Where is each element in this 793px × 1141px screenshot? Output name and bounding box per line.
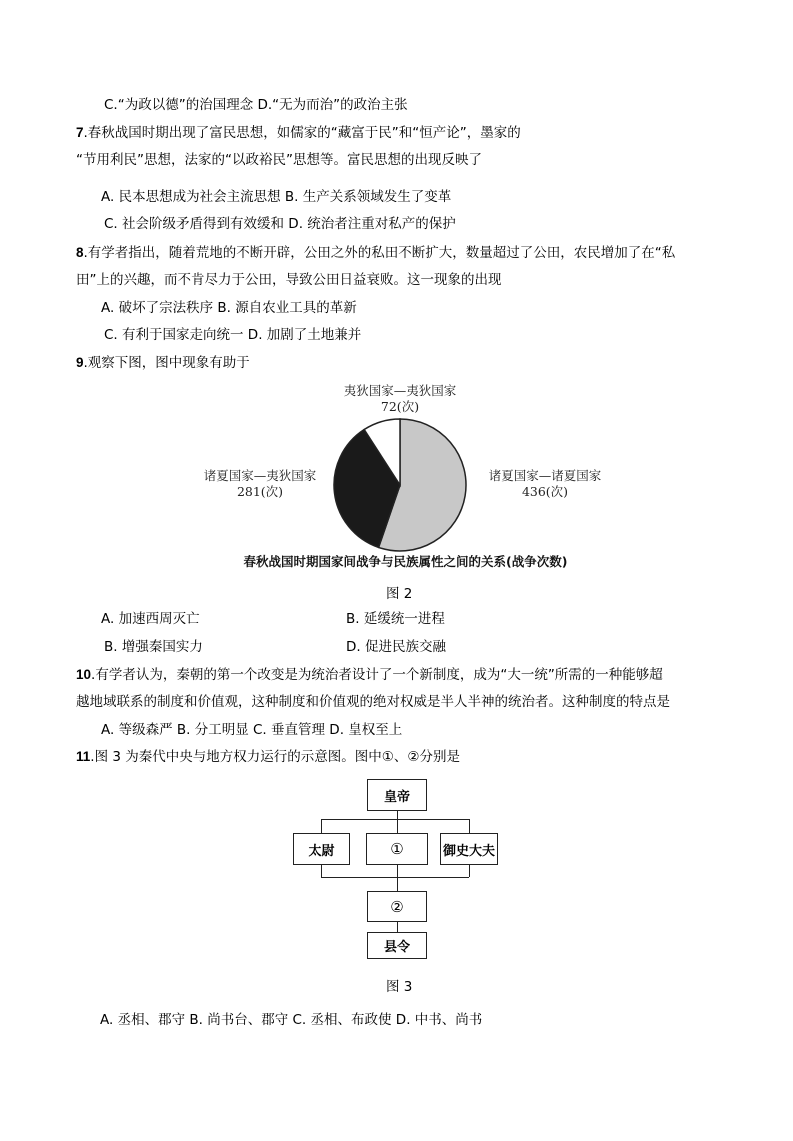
figure-2-label: 图 2: [386, 586, 413, 602]
connector-to-county: [397, 922, 398, 932]
connector-middle-down: [397, 819, 398, 833]
pie-chart-title: 春秋战国时期国家间战争与民族属性之间的关系(战争次数): [243, 554, 568, 569]
org-box-emperor: 皇帝: [367, 779, 427, 811]
pie-label-zhuxia-zhuxia: [465, 468, 625, 500]
pie-chart: [320, 405, 480, 565]
connector-right-up: [469, 865, 470, 877]
q9-option-b: B. 延缓统一进程: [346, 611, 445, 627]
q9-option-a: A. 加速西周灭亡: [101, 611, 200, 627]
q9-stem: [76, 354, 250, 372]
q11-stem-text: .图 3 为秦代中央与地方权力运行的示意图。图中①、②分别是: [90, 749, 460, 765]
pie-label-zhuxia-zhuxia-name: 诸夏国家—诸夏国家: [488, 468, 602, 483]
q10-number: 10: [76, 667, 92, 682]
org-box-county-magistrate: 县令: [367, 932, 427, 959]
q9-option-d: D. 促进民族交融: [346, 639, 446, 655]
q8-stem-text-1: .有学者指出，随着荒地的不断开辟，公田之外的私田不断扩大，数量超过了公田，农民增加了在“私: [83, 245, 676, 261]
q7-options-ab: A. 民本思想成为社会主流思想 B. 生产关系领域发生了变革: [101, 189, 452, 205]
connector-left-down: [321, 819, 322, 833]
connector-to-2: [397, 877, 398, 891]
pie-label-yidi-yidi-value: 72(次): [380, 399, 420, 414]
org-box-yushidafu: 御史大夫: [440, 833, 498, 865]
connector-left-up: [321, 865, 322, 877]
org-box-1: ①: [366, 833, 428, 865]
connector-horizontal-bottom: [321, 877, 469, 878]
connector-middle-up: [397, 865, 398, 877]
pie-label-zhuxia-zhuxia-value: 436(次): [521, 484, 569, 499]
connector-top: [397, 811, 398, 819]
org-box-taiwei: 太尉: [293, 833, 350, 865]
pie-label-yidi-yidi: [300, 383, 500, 415]
q10-stem-line-2: 越地域联系的制度和价值观，这种制度和价值观的绝对权威是半人半神的统治者。这种制度的特点是: [76, 694, 670, 710]
q10-stem-line-1: [76, 666, 663, 684]
q9-number: 9: [76, 355, 84, 370]
pie-label-zhuxia-yidi-value: 281(次): [236, 484, 284, 499]
q8-number: 8: [76, 245, 84, 260]
q8-options-cd: C. 有利于国家走向统一 D. 加剧了土地兼并: [104, 327, 362, 343]
org-box-2: ②: [367, 891, 427, 922]
pie-label-yidi-yidi-name: 夷狄国家—夷狄国家: [343, 383, 457, 398]
q8-stem-line-2: 田”上的兴趣，而不肯尽力于公田，导致公田日益衰败。这一现象的出现: [76, 272, 502, 288]
q7-number: 7: [76, 125, 84, 140]
q6-options-cd: C.“为政以德”的治国理念 D.“无为而治”的政治主张: [104, 97, 408, 113]
q9-stem-text: .观察下图，图中现象有助于: [83, 355, 250, 371]
pie-label-zhuxia-yidi-name: 诸夏国家—夷狄国家: [203, 468, 317, 483]
q10-options: A. 等级森严 B. 分工明显 C. 垂直管理 D. 皇权至上: [101, 722, 403, 738]
q9-option-c: B. 增强秦国实力: [104, 639, 203, 655]
figure-3-label: 图 3: [386, 979, 413, 995]
q7-options-cd: C. 社会阶级矛盾得到有效缓和 D. 统治者注重对私产的保护: [104, 216, 456, 232]
q7-stem-line-1: [76, 124, 521, 142]
q8-stem-line-1: [76, 244, 675, 262]
q11-stem: [76, 748, 460, 766]
q11-options: A. 丞相、郡守 B. 尚书台、郡守 C. 丞相、布政使 D. 中书、尚书: [100, 1012, 483, 1028]
q10-stem-text-1: .有学者认为，秦朝的第一个改变是为统治者设计了一个新制度，成为“大一统”所需的一种能够超: [91, 667, 663, 683]
q7-stem-line-2: “节用利民”思想，法家的“以政裕民”思想等。富民思想的出现反映了: [76, 152, 482, 168]
pie-label-zhuxia-yidi: [180, 468, 340, 500]
q8-options-ab: A. 破坏了宗法秩序 B. 源自农业工具的革新: [101, 300, 357, 316]
connector-horizontal-top: [321, 819, 469, 820]
q7-stem-text-1: .春秋战国时期出现了富民思想，如儒家的“藏富于民”和“恒产论”，墨家的: [83, 125, 521, 141]
q11-number: 11: [76, 749, 91, 764]
connector-right-down: [469, 819, 470, 833]
